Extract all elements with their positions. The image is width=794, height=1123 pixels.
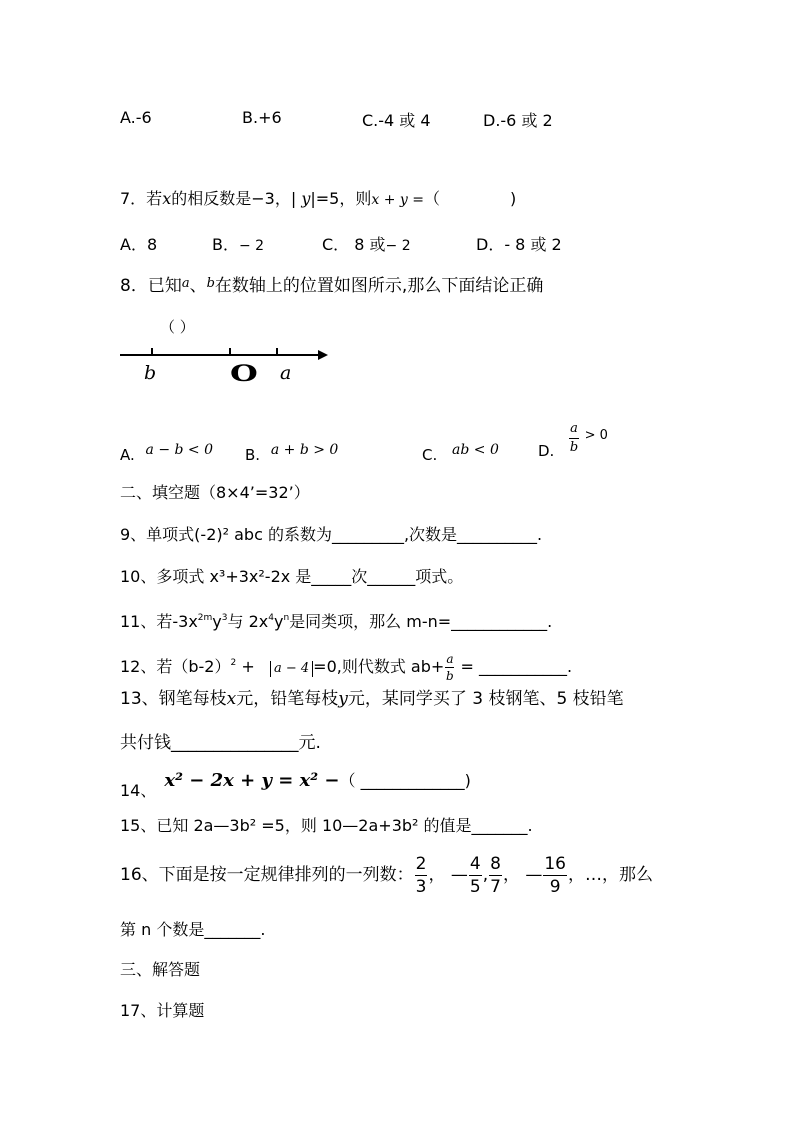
axis-label-a: a [280, 362, 292, 384]
section-2-heading: 二、填空题（8×4’=32’） [120, 483, 310, 502]
question-13: 13、钢笔每枝x元，铅笔每枝y元，某同学买了 3 枝钢笔、5 枝铅笔 [120, 689, 624, 709]
axis-label-b: b [144, 362, 157, 384]
q7-option-c: C． 8 或− 2 [322, 235, 411, 254]
q7-option-b: B．− 2 [212, 235, 265, 254]
q8-option-c: C. ab < 0 [422, 442, 499, 464]
question-8: 8．已知$^a$、$^b$在数轴上的位置如图所示,那么下面结论正确 [120, 276, 544, 296]
q6-option-b: B.+6 [242, 108, 282, 127]
question-15: 15、已知 2a—3b² =5，则 10—2a+3b² 的值是_______. [120, 816, 533, 835]
q8-option-b: B. a + b > 0 [245, 442, 339, 464]
question-16-line-2: 第 n 个数是_______. [120, 920, 266, 939]
question-10: 10、多项式 x³+3x²-2x 是_____次______项式。 [120, 567, 464, 586]
question-12: 12、若$(b-2)^2$ + a − 4 =0,则代数式 ab+ $\frac{a}{b}$ = ___________. [120, 652, 573, 683]
axis-label-o: O [230, 361, 258, 387]
question-16: 16、下面是按一定规律排列的一列数： $\frac{2}{3}$ ， — $\frac{4}{5}$ , $\frac{8}{7}$ ， — $\frac{16}{9}$ ，…，那么 [120, 853, 653, 897]
question-17: 17、计算题 [120, 1001, 205, 1020]
q8-option-d: D. $\frac{a}{b}$ > 0 [538, 421, 608, 460]
q7-option-a: A．8 [120, 235, 158, 254]
q8-option-a: A. a − b < 0 [120, 442, 214, 464]
question-14: 14、 x² − 2x + y = x² −（ _____________) [120, 770, 471, 800]
q6-option-c: C.-4 或 4 [362, 111, 431, 130]
question-7: 7．若x的相反数是−3，| y|=5，则x + y =（ ) [120, 189, 517, 208]
q8-answer-paren: （ ） [160, 318, 195, 336]
q6-option-d: D.-6 或 2 [483, 111, 553, 130]
question-13-line-2: 共付钱_______________元. [120, 733, 321, 753]
question-11: 11、若$-3x^{2m}y^3$与 $2x^4y^n$是同类项，那么 m-n=____________. [120, 612, 553, 631]
q6-option-a: A.-6 [120, 108, 152, 127]
q7-option-d: D．- 8 或 2 [476, 235, 562, 254]
question-9: 9、单项式(-2)² abc 的系数为_________,次数是__________. [120, 525, 543, 544]
section-3-heading: 三、解答题 [120, 960, 201, 979]
